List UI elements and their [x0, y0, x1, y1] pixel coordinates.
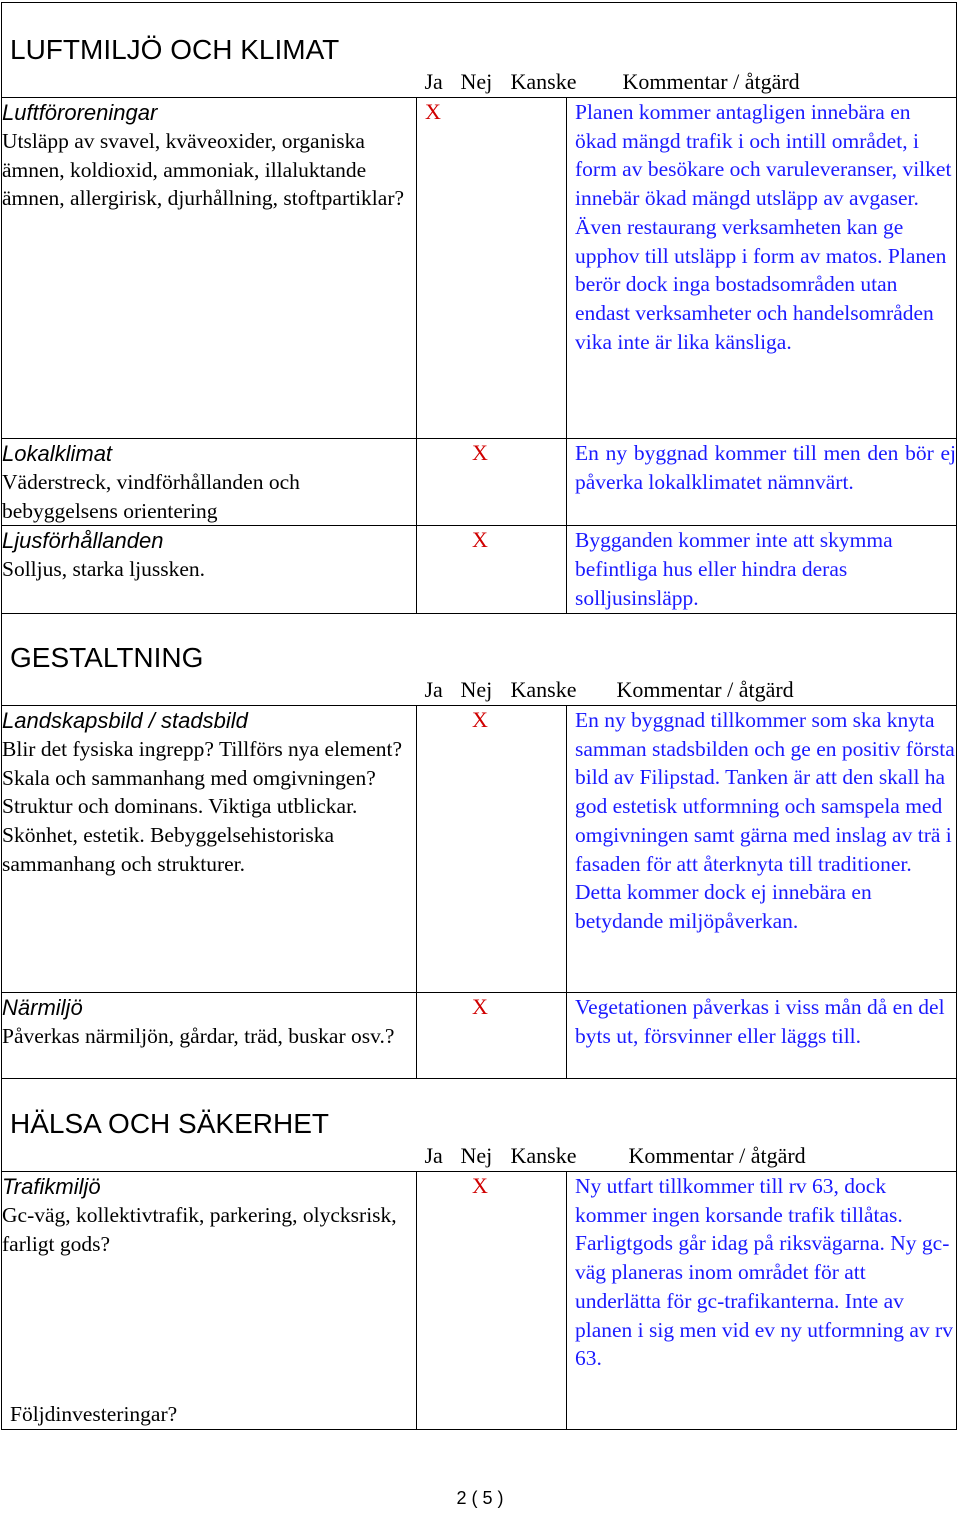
row-comment: Bygganden kommer inte att skymma befintliga hus eller hindra deras solljusinsläpp.: [575, 528, 893, 610]
section-luftmiljo: [1, 2, 957, 614]
mark-nej: X: [472, 527, 488, 553]
mark-nej: X: [472, 440, 488, 465]
row-description: Påverkas närmiljön, gårdar, träd, buskar osv.?: [2, 1024, 395, 1048]
row-comment: Planen kommer antagligen innebära en ökad mängd trafik i och intill området, i form av besökare och varuleveranser, vilket innebär ökad mängd utsläpp av avgaser. Även restaurang verksamheten kan ge upphov till utsläpp i form av matos. Planen berör dock inga bostadsområden utan endast verksamheter och handelsområden vika inte är lika känsliga.: [575, 100, 952, 354]
header-comment: Kommentar / åtgärd: [616, 677, 794, 702]
header-ja: Ja: [424, 69, 443, 94]
section-halsa-sakerhet: [1, 1079, 957, 1430]
header-nej: Nej: [460, 1143, 493, 1168]
page-number: 2 ( 5 ): [456, 1488, 504, 1508]
row-comment: Vegetationen påverkas i viss mån då en del byts ut, försvinner eller läggs till.: [575, 995, 945, 1048]
row-description: Blir det fysiska ingrepp? Tillförs nya element? Skala och sammanhang med omgivningen? Struktur och dominans. Viktiga utblickar. Skönhet, estetik. Bebyggelsehistoriska sammanhang och strukturer.: [2, 737, 403, 876]
row-description: Solljus, starka ljussken.: [2, 557, 206, 582]
mark-nej: X: [472, 994, 488, 1019]
column-headers: [425, 1141, 957, 1171]
header-kanske: Kanske: [510, 69, 577, 94]
row-topic: Ljusförhållanden: [2, 528, 164, 554]
table-row: [2, 993, 957, 1079]
table-row: [2, 706, 957, 993]
header-nej: Nej: [460, 69, 493, 94]
section-title: HÄLSA OCH SÄKERHET: [10, 1108, 329, 1139]
section-title: LUFTMILJÖ OCH KLIMAT: [10, 34, 340, 65]
row-comment: En ny byggnad kommer till men den bör ej påverka lokalklimatet nämnvärt.: [575, 441, 956, 494]
section-gestaltning: [1, 613, 957, 1079]
row-topic: Lokalklimat: [2, 441, 113, 466]
header-comment: Kommentar / åtgärd: [628, 1143, 806, 1168]
row-description: Väderstreck, vindförhållanden och bebyggelsens orientering: [2, 470, 300, 523]
row-description: Utsläpp av svavel, kväveoxider, organiska ämnen, koldioxid, ammoniak, illaluktande ämnen, allergirisk, djurhållning, stoftpartiklar?: [2, 129, 405, 211]
row-extra: Följdinvesteringar?: [10, 1402, 178, 1427]
row-comment: Ny utfart tillkommer till rv 63, dock kommer ingen korsande trafik tillåtas. Farligtgods går idag på riksvägarna. Ny gc-väg planeras inom området för att underlätta för gc-trafikanterna. Inte av planen i sig men vid ev ny utformning av rv 63.: [575, 1174, 953, 1371]
header-comment: Kommentar / åtgärd: [622, 69, 800, 94]
mark-ja: X: [425, 99, 441, 124]
table-row: [2, 1172, 957, 1430]
mark-nej: X: [472, 1173, 488, 1198]
row-topic: Landskapsbild / stadsbild: [2, 708, 248, 733]
table-row: [2, 439, 957, 526]
row-comment: En ny byggnad tillkommer som ska knyta samman stadsbilden och ge en positiv första bild av Filipstad. Tanken är att den skall ha god estetisk utformning och samspela med omgivningen samt gärna med inslag av trä i fasaden för att återknyta till traditioner. Detta kommer dock ej innebära en betydande miljöpåverkan.: [575, 708, 955, 933]
row-topic: Luftföroreningar: [2, 100, 158, 125]
column-headers: [425, 67, 957, 97]
column-headers: [425, 675, 957, 705]
table-row: [2, 98, 957, 439]
header-ja: Ja: [424, 1143, 443, 1168]
row-topic: Närmiljö: [2, 995, 83, 1020]
table-row: [2, 526, 957, 613]
row-topic: Trafikmiljö: [2, 1174, 101, 1199]
header-kanske: Kanske: [510, 677, 577, 702]
header-kanske: Kanske: [510, 1143, 577, 1168]
row-description: Gc-väg, kollektivtrafik, parkering, olycksrisk, farligt gods?: [2, 1203, 397, 1256]
mark-nej: X: [472, 707, 488, 732]
section-title: GESTALTNING: [10, 642, 204, 673]
header-nej: Nej: [460, 677, 493, 702]
header-ja: Ja: [424, 677, 443, 702]
